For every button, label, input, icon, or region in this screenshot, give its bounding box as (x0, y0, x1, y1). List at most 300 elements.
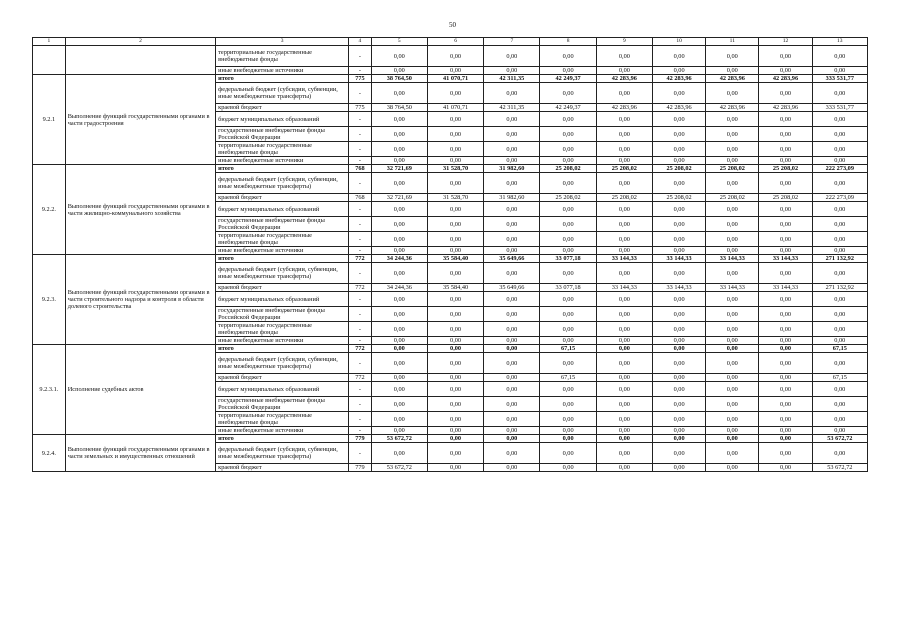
funding-source: федеральный бюджет (субсидии, субвенции, иные межбюджетные трансферты) (216, 263, 349, 284)
year-value: 42 283,96 (759, 104, 812, 112)
total-value: 0,00 (812, 173, 867, 194)
funding-source: бюджет муниципальных образований (216, 202, 349, 217)
funding-source: краевой бюджет (216, 104, 349, 112)
year-value: 0,00 (427, 83, 483, 104)
total-value: 0,00 (812, 217, 867, 232)
year-value: 0,00 (427, 412, 483, 427)
year-value: 31 528,70 (427, 165, 483, 173)
year-value: 0,00 (484, 127, 540, 142)
budget-code: - (349, 173, 372, 194)
funding-source: территориальные государственные внебюджетные фонды (216, 232, 349, 247)
year-value: 0,00 (706, 292, 759, 307)
total-value: 0,00 (812, 83, 867, 104)
budget-code: - (349, 412, 372, 427)
year-value: 0,00 (371, 443, 427, 464)
year-value: 0,00 (706, 382, 759, 397)
funding-source: иные внебюджетные источники (216, 247, 349, 255)
year-value: 0,00 (596, 397, 652, 412)
column-number: 8 (540, 38, 596, 46)
year-value: 0,00 (596, 173, 652, 194)
item-title: Исполнение судебных актов (65, 345, 215, 435)
year-value: 0,00 (759, 337, 812, 345)
year-value: 41 070,71 (427, 75, 483, 83)
year-value: 0,00 (540, 83, 596, 104)
item-title: Выполнение функций государственными органами в части строительного надзора и контроля в области долевого строительства (65, 255, 215, 345)
year-value: 0,00 (484, 157, 540, 165)
column-number: 2 (65, 38, 215, 46)
total-value: 0,00 (812, 397, 867, 412)
year-value: 0,00 (540, 337, 596, 345)
year-value: 0,00 (484, 397, 540, 412)
year-value: 0,00 (371, 322, 427, 337)
item-title (65, 46, 215, 75)
year-value: 0,00 (706, 443, 759, 464)
year-value: 0,00 (759, 263, 812, 284)
year-value: 0,00 (759, 46, 812, 67)
funding-source: федеральный бюджет (субсидии, субвенции, иные межбюджетные трансферты) (216, 353, 349, 374)
year-value: 0,00 (653, 435, 706, 443)
year-value: 0,00 (540, 127, 596, 142)
year-value: 0,00 (540, 173, 596, 194)
year-value: 0,00 (371, 412, 427, 427)
total-value: 222 273,09 (812, 165, 867, 173)
year-value: 0,00 (706, 67, 759, 75)
year-value: 25 208,02 (540, 165, 596, 173)
item-title: Выполнение функций государственными органами в части градостроения (65, 75, 215, 165)
year-value: 0,00 (706, 263, 759, 284)
total-value: 53 672,72 (812, 464, 867, 472)
year-value: 0,00 (653, 127, 706, 142)
year-value: 0,00 (427, 435, 483, 443)
table-row (33, 435, 868, 443)
budget-code: - (349, 217, 372, 232)
year-value: 42 311,35 (484, 104, 540, 112)
year-value: 0,00 (759, 83, 812, 104)
year-value: 0,00 (540, 412, 596, 427)
budget-code: - (349, 202, 372, 217)
year-value: 0,00 (596, 46, 652, 67)
budget-code: - (349, 263, 372, 284)
budget-code: - (349, 322, 372, 337)
total-value: 0,00 (812, 353, 867, 374)
year-value: 0,00 (653, 307, 706, 322)
year-value: 42 283,96 (759, 75, 812, 83)
year-value: 0,00 (596, 67, 652, 75)
year-value: 0,00 (759, 382, 812, 397)
total-value: 0,00 (812, 202, 867, 217)
year-value: 0,00 (653, 382, 706, 397)
year-value: 0,00 (371, 337, 427, 345)
funding-source: итого (216, 345, 349, 353)
year-value: 42 249,37 (540, 75, 596, 83)
year-value: 0,00 (596, 202, 652, 217)
year-value: 0,00 (540, 157, 596, 165)
funding-source: бюджет муниципальных образований (216, 382, 349, 397)
budget-code: - (349, 337, 372, 345)
budget-code: - (349, 382, 372, 397)
funding-source: федеральный бюджет (субсидии, субвенции, иные межбюджетные трансферты) (216, 173, 349, 194)
year-value: 33 144,33 (706, 255, 759, 263)
year-value: 0,00 (653, 322, 706, 337)
table-row (33, 165, 868, 173)
funding-source: иные внебюджетные источники (216, 337, 349, 345)
year-value: 0,00 (706, 157, 759, 165)
year-value: 0,00 (427, 353, 483, 374)
year-value: 0,00 (484, 353, 540, 374)
year-value: 0,00 (653, 247, 706, 255)
year-value: 0,00 (484, 345, 540, 353)
year-value: 0,00 (371, 83, 427, 104)
funding-source: итого (216, 435, 349, 443)
budget-code: 772 (349, 345, 372, 353)
year-value: 0,00 (596, 435, 652, 443)
year-value: 0,00 (759, 353, 812, 374)
total-value: 0,00 (812, 263, 867, 284)
funding-source: территориальные государственные внебюджетные фонды (216, 142, 349, 157)
year-value: 0,00 (759, 427, 812, 435)
year-value: 0,00 (540, 382, 596, 397)
year-value: 32 721,69 (371, 165, 427, 173)
year-value: 0,00 (540, 202, 596, 217)
year-value: 0,00 (427, 374, 483, 382)
year-value: 0,00 (706, 374, 759, 382)
year-value: 0,00 (540, 292, 596, 307)
budget-code: 772 (349, 374, 372, 382)
year-value: 0,00 (653, 412, 706, 427)
year-value: 25 208,02 (653, 165, 706, 173)
year-value: 0,00 (540, 142, 596, 157)
total-value: 67,15 (812, 374, 867, 382)
budget-code: - (349, 427, 372, 435)
funding-source: краевой бюджет (216, 374, 349, 382)
budget-code: - (349, 157, 372, 165)
year-value: 0,00 (484, 142, 540, 157)
year-value: 0,00 (371, 46, 427, 67)
year-value: 0,00 (371, 202, 427, 217)
year-value: 0,00 (759, 127, 812, 142)
year-value: 0,00 (371, 292, 427, 307)
year-value: 0,00 (484, 435, 540, 443)
year-value: 25 208,02 (596, 165, 652, 173)
year-value: 0,00 (540, 112, 596, 127)
year-value: 25 208,02 (706, 165, 759, 173)
year-value: 0,00 (371, 142, 427, 157)
year-value: 0,00 (371, 353, 427, 374)
total-value: 0,00 (812, 337, 867, 345)
year-value: 33 144,33 (759, 255, 812, 263)
year-value: 0,00 (706, 435, 759, 443)
budget-code: - (349, 292, 372, 307)
year-value: 0,00 (371, 307, 427, 322)
year-value: 0,00 (596, 427, 652, 435)
year-value: 31 528,70 (427, 194, 483, 202)
total-value: 0,00 (812, 322, 867, 337)
year-value: 35 584,40 (427, 255, 483, 263)
funding-source: бюджет муниципальных образований (216, 112, 349, 127)
year-value: 0,00 (427, 142, 483, 157)
year-value: 0,00 (371, 247, 427, 255)
year-value: 42 283,96 (596, 104, 652, 112)
year-value: 0,00 (653, 464, 706, 472)
year-value: 0,00 (653, 67, 706, 75)
total-value: 333 531,77 (812, 104, 867, 112)
total-value: 222 273,09 (812, 194, 867, 202)
table-row (33, 46, 868, 67)
year-value: 25 208,02 (596, 194, 652, 202)
year-value: 0,00 (653, 353, 706, 374)
year-value: 0,00 (653, 232, 706, 247)
year-value: 0,00 (484, 67, 540, 75)
year-value: 0,00 (540, 427, 596, 435)
total-value: 0,00 (812, 67, 867, 75)
year-value: 0,00 (596, 443, 652, 464)
year-value: 0,00 (596, 263, 652, 284)
year-value: 0,00 (596, 374, 652, 382)
year-value: 0,00 (596, 307, 652, 322)
year-value: 53 672,72 (371, 435, 427, 443)
total-value: 0,00 (812, 412, 867, 427)
year-value: 0,00 (540, 232, 596, 247)
year-value: 42 283,96 (653, 104, 706, 112)
year-value: 0,00 (484, 292, 540, 307)
year-value: 42 311,35 (484, 75, 540, 83)
year-value: 0,00 (484, 263, 540, 284)
year-value: 0,00 (706, 232, 759, 247)
year-value: 0,00 (706, 202, 759, 217)
year-value: 0,00 (653, 263, 706, 284)
year-value: 35 649,66 (484, 284, 540, 292)
year-value: 0,00 (427, 337, 483, 345)
year-value: 0,00 (759, 345, 812, 353)
table-row (33, 255, 868, 263)
column-number: 11 (706, 38, 759, 46)
budget-code: - (349, 83, 372, 104)
year-value: 0,00 (427, 217, 483, 232)
year-value: 0,00 (427, 382, 483, 397)
budget-code: 779 (349, 435, 372, 443)
year-value: 0,00 (653, 157, 706, 165)
year-value: 0,00 (427, 67, 483, 75)
year-value: 0,00 (484, 217, 540, 232)
year-value: 0,00 (371, 127, 427, 142)
budget-code: 768 (349, 165, 372, 173)
year-value: 0,00 (706, 322, 759, 337)
year-value: 42 283,96 (596, 75, 652, 83)
year-value: 31 982,60 (484, 165, 540, 173)
year-value: 0,00 (427, 202, 483, 217)
year-value: 0,00 (653, 142, 706, 157)
column-number: 9 (596, 38, 652, 46)
year-value: 0,00 (371, 263, 427, 284)
year-value: 0,00 (706, 83, 759, 104)
year-value: 42 283,96 (653, 75, 706, 83)
year-value: 0,00 (596, 292, 652, 307)
year-value: 0,00 (759, 157, 812, 165)
year-value: 0,00 (706, 46, 759, 67)
column-number: 12 (759, 38, 812, 46)
year-value: 0,00 (427, 292, 483, 307)
year-value: 35 649,66 (484, 255, 540, 263)
year-value: 0,00 (427, 307, 483, 322)
budget-code: - (349, 127, 372, 142)
year-value: 67,15 (540, 374, 596, 382)
item-title: Выполнение функций государственными органами в части земельных и имущественных отношений (65, 435, 215, 472)
year-value: 0,00 (759, 412, 812, 427)
funding-source: иные внебюджетные источники (216, 427, 349, 435)
year-value: 0,00 (706, 353, 759, 374)
year-value: 0,00 (427, 112, 483, 127)
year-value: 0,00 (759, 464, 812, 472)
budget-code: 779 (349, 464, 372, 472)
year-value: 0,00 (484, 464, 540, 472)
year-value: 0,00 (596, 83, 652, 104)
year-value: 0,00 (653, 173, 706, 194)
column-number: 6 (427, 38, 483, 46)
year-value: 0,00 (484, 337, 540, 345)
total-value: 0,00 (812, 46, 867, 67)
year-value: 0,00 (653, 345, 706, 353)
year-value: 0,00 (706, 307, 759, 322)
budget-table (32, 37, 868, 472)
funding-source: итого (216, 75, 349, 83)
year-value: 0,00 (706, 427, 759, 435)
year-value: 0,00 (427, 345, 483, 353)
year-value: 0,00 (759, 374, 812, 382)
budget-code: - (349, 67, 372, 75)
year-value: 0,00 (653, 374, 706, 382)
total-value: 0,00 (812, 307, 867, 322)
year-value: 25 208,02 (653, 194, 706, 202)
funding-source: иные внебюджетные источники (216, 67, 349, 75)
year-value: 0,00 (759, 292, 812, 307)
year-value: 0,00 (371, 397, 427, 412)
year-value: 0,00 (427, 46, 483, 67)
year-value: 0,00 (653, 46, 706, 67)
funding-source: итого (216, 255, 349, 263)
year-value: 0,00 (427, 427, 483, 435)
budget-code: 775 (349, 75, 372, 83)
item-code: 9.2.3. (33, 255, 66, 345)
year-value: 42 283,96 (706, 104, 759, 112)
year-value: 42 249,37 (540, 104, 596, 112)
year-value: 0,00 (427, 263, 483, 284)
year-value: 0,00 (484, 322, 540, 337)
year-value: 0,00 (540, 353, 596, 374)
funding-source: государственные внебюджетные фонды Российской Федерации (216, 307, 349, 322)
funding-source: бюджет муниципальных образований (216, 292, 349, 307)
year-value: 0,00 (484, 173, 540, 194)
total-value: 67,15 (812, 345, 867, 353)
item-code: 9.2.1 (33, 75, 66, 165)
funding-source: государственные внебюджетные фонды Российской Федерации (216, 127, 349, 142)
year-value: 0,00 (427, 157, 483, 165)
year-value: 31 982,60 (484, 194, 540, 202)
funding-source: краевой бюджет (216, 464, 349, 472)
column-number: 7 (484, 38, 540, 46)
year-value: 38 764,50 (371, 75, 427, 83)
table-row (33, 345, 868, 353)
budget-code: - (349, 307, 372, 322)
total-value: 0,00 (812, 157, 867, 165)
item-code: 9.2.4. (33, 435, 66, 472)
total-value: 0,00 (812, 232, 867, 247)
year-value: 67,15 (540, 345, 596, 353)
year-value: 0,00 (484, 307, 540, 322)
year-value: 0,00 (540, 435, 596, 443)
total-value: 0,00 (812, 382, 867, 397)
column-number: 10 (653, 38, 706, 46)
year-value: 0,00 (427, 322, 483, 337)
total-value: 53 672,72 (812, 435, 867, 443)
total-value: 0,00 (812, 427, 867, 435)
year-value: 0,00 (371, 345, 427, 353)
funding-source: краевой бюджет (216, 284, 349, 292)
year-value: 33 077,18 (540, 255, 596, 263)
item-code: 9.2.3.1. (33, 345, 66, 435)
year-value: 0,00 (427, 247, 483, 255)
year-value: 0,00 (653, 427, 706, 435)
total-value: 0,00 (812, 292, 867, 307)
funding-source: итого (216, 165, 349, 173)
year-value: 0,00 (596, 217, 652, 232)
year-value: 42 283,96 (706, 75, 759, 83)
year-value: 0,00 (596, 412, 652, 427)
year-value: 0,00 (653, 83, 706, 104)
year-value: 0,00 (706, 247, 759, 255)
year-value: 34 244,36 (371, 284, 427, 292)
budget-code: - (349, 443, 372, 464)
year-value: 0,00 (759, 112, 812, 127)
funding-source: федеральный бюджет (субсидии, субвенции, иные межбюджетные трансферты) (216, 83, 349, 104)
year-value: 25 208,02 (759, 165, 812, 173)
budget-code: - (349, 46, 372, 67)
budget-code: 775 (349, 104, 372, 112)
year-value: 0,00 (759, 307, 812, 322)
year-value: 0,00 (371, 173, 427, 194)
year-value: 0,00 (706, 173, 759, 194)
year-value: 0,00 (484, 232, 540, 247)
year-value: 0,00 (653, 397, 706, 412)
year-value: 0,00 (540, 67, 596, 75)
year-value: 0,00 (540, 322, 596, 337)
year-value: 0,00 (484, 247, 540, 255)
year-value: 0,00 (596, 142, 652, 157)
year-value: 33 144,33 (706, 284, 759, 292)
year-value: 0,00 (540, 397, 596, 412)
total-value: 333 531,77 (812, 75, 867, 83)
year-value: 0,00 (759, 217, 812, 232)
year-value: 0,00 (759, 247, 812, 255)
year-value: 0,00 (427, 173, 483, 194)
year-value: 38 764,50 (371, 104, 427, 112)
year-value: 0,00 (596, 337, 652, 345)
year-value: 0,00 (427, 127, 483, 142)
year-value: 0,00 (706, 217, 759, 232)
year-value: 0,00 (759, 397, 812, 412)
total-value: 0,00 (812, 443, 867, 464)
year-value: 0,00 (540, 443, 596, 464)
year-value: 0,00 (484, 46, 540, 67)
year-value: 0,00 (596, 322, 652, 337)
year-value: 0,00 (484, 374, 540, 382)
budget-code: 772 (349, 255, 372, 263)
year-value: 33 077,18 (540, 284, 596, 292)
funding-source: территориальные государственные внебюджетные фонды (216, 46, 349, 67)
year-value: 0,00 (371, 382, 427, 397)
year-value: 0,00 (540, 464, 596, 472)
year-value: 0,00 (759, 142, 812, 157)
year-value: 0,00 (653, 217, 706, 232)
